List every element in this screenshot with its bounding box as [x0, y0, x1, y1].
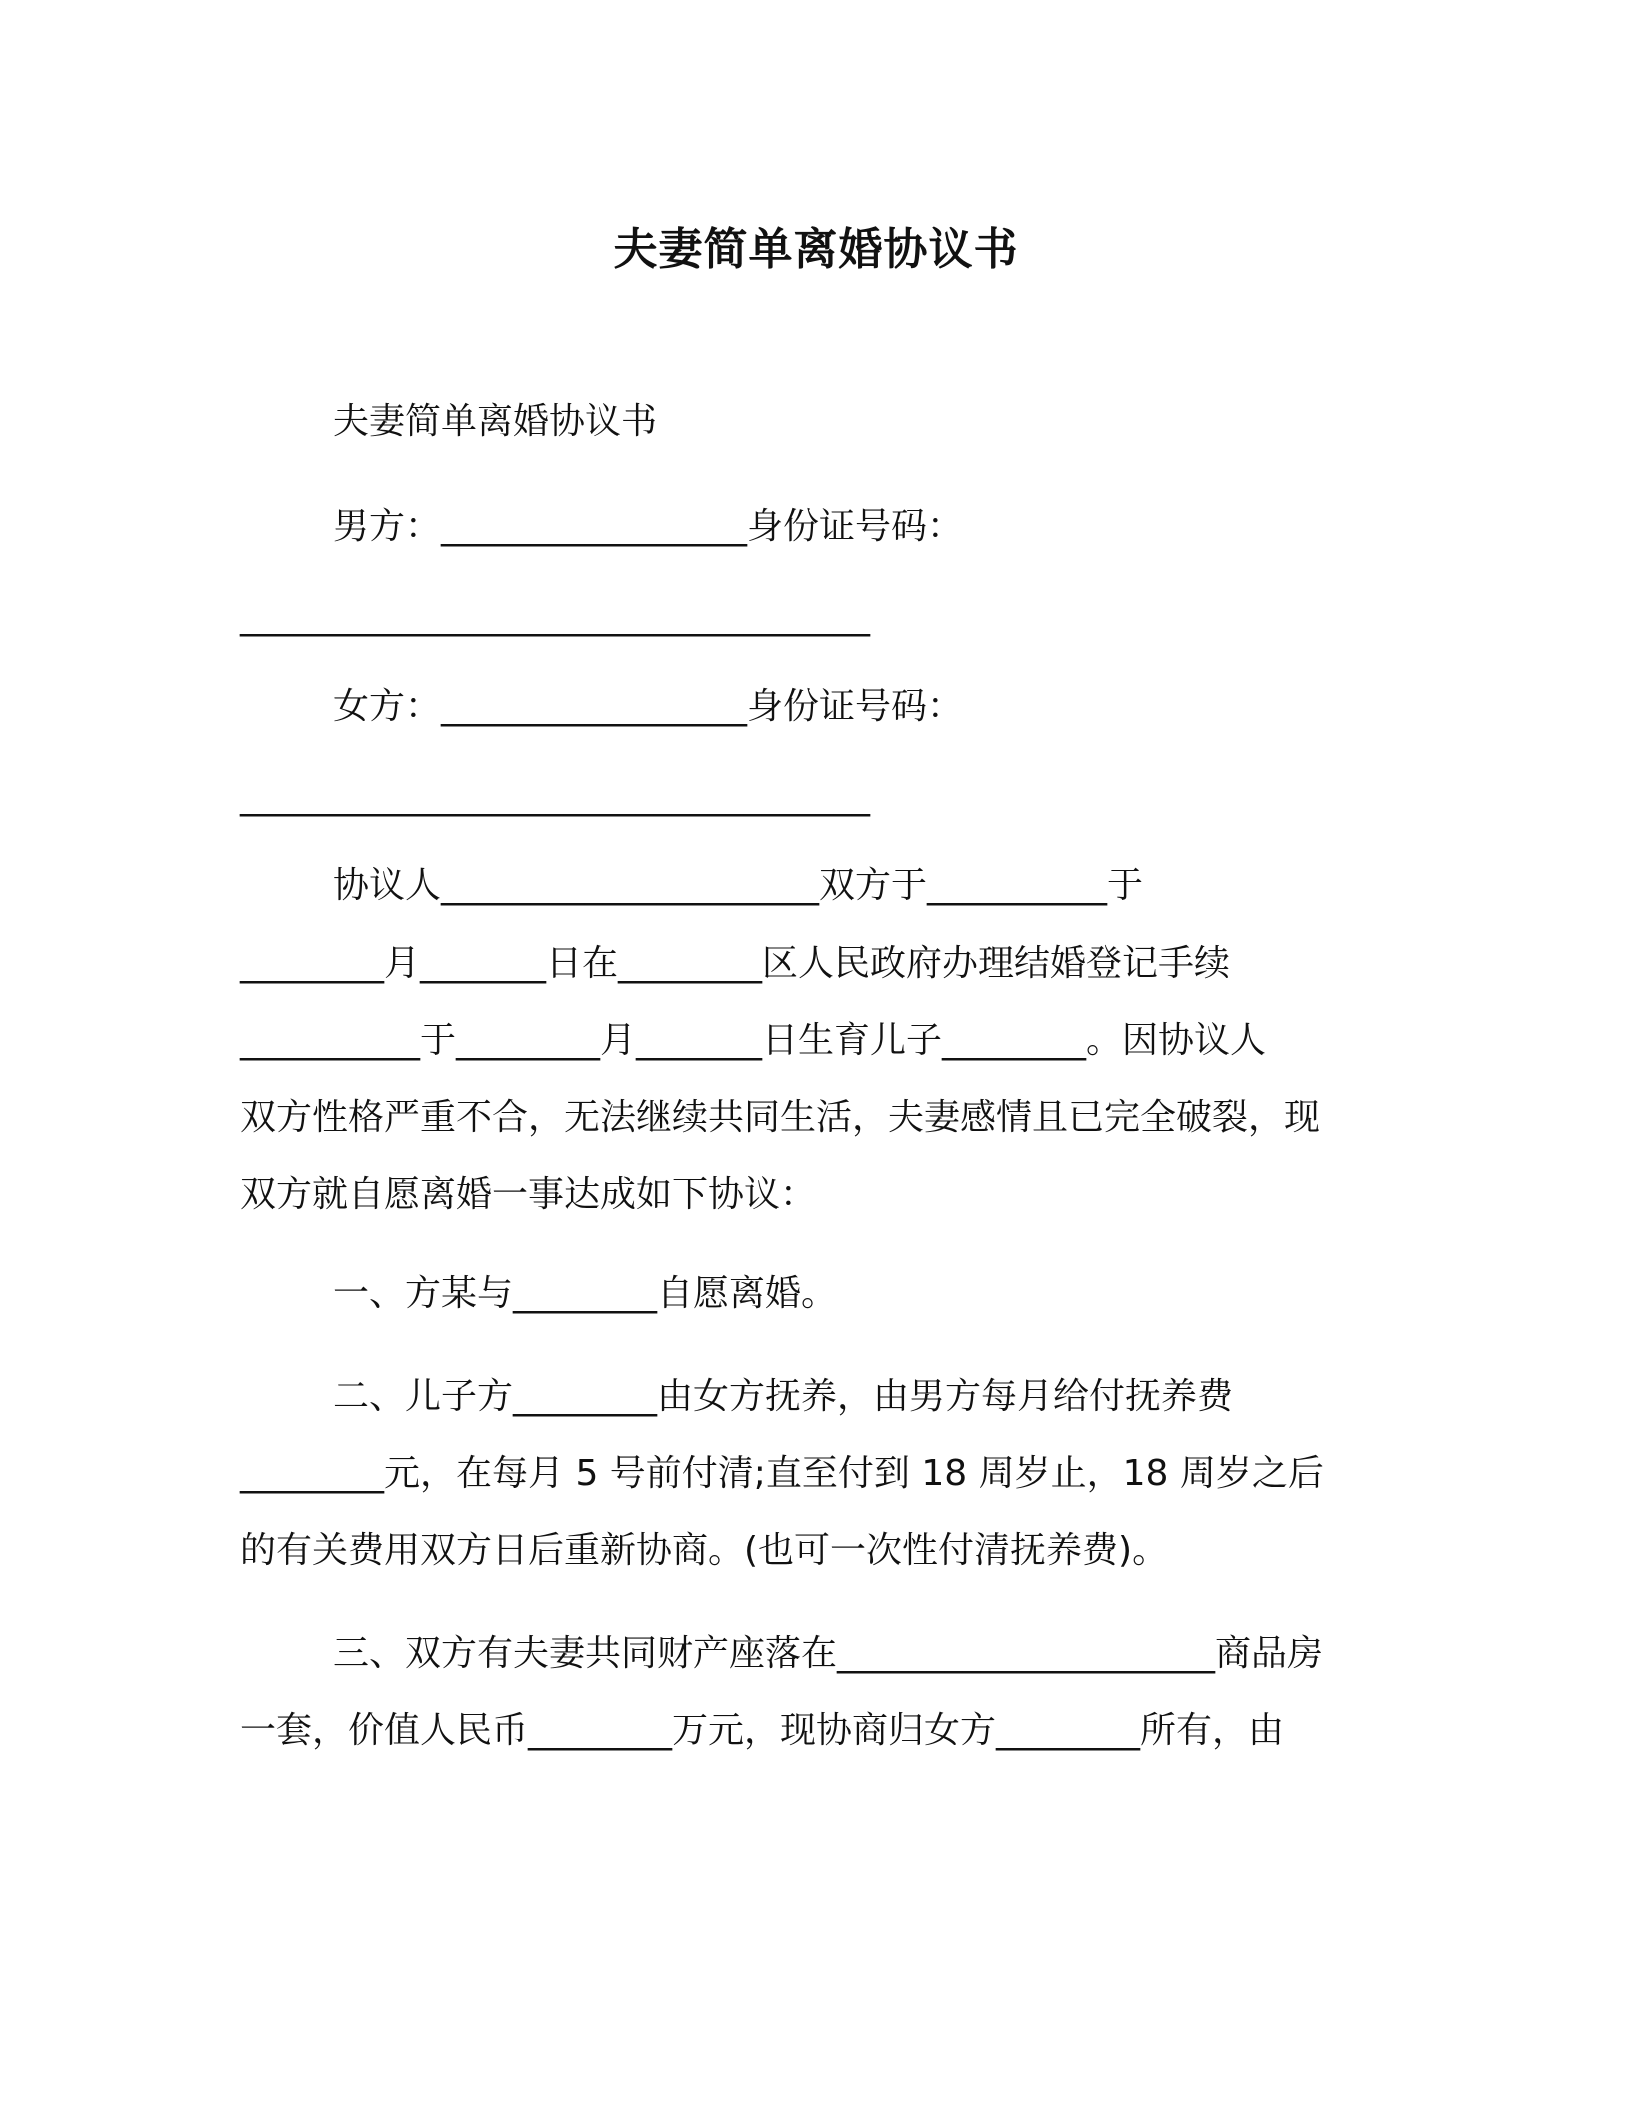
paragraph-intro-line-4: 双方性格严重不合，无法继续共同生活，夫妻感情且已完全破裂，现 — [240, 1097, 1321, 1138]
paragraph-intro-line-3: __________于________月_______日生育儿子________。因协议人 — [240, 1020, 1267, 1061]
body-heading: 夫妻简单离婚协议书 — [333, 401, 658, 442]
male-party-line: 男方：_________________身份证号码： — [333, 506, 964, 547]
document-title: 夫妻简单离婚协议书 — [613, 224, 1019, 275]
paragraph-intro-line-5: 双方就自愿离婚一事达成如下协议： — [240, 1174, 817, 1215]
clause-1: 一、方某与________自愿离婚。 — [333, 1273, 838, 1314]
paragraph-intro-line-1: 协议人_____________________双方于__________于 — [333, 865, 1144, 906]
clause-2-line-1: 二、儿子方________由女方抚养，由男方每月给付抚养费 — [333, 1376, 1234, 1417]
clause-2-line-3: 的有关费用双方日后重新协商。(也可一次性付清抚养费)。 — [240, 1530, 1169, 1571]
paragraph-intro-line-2: ________月_______日在________区人民政府办理结婚登记手续 — [240, 943, 1231, 984]
clause-2-line-2: ________元，在每月 5 号前付清;直至付到 18 周岁止，18 周岁之后 — [240, 1453, 1324, 1494]
female-id-blank-line: ___________________________________ — [240, 776, 870, 817]
clause-3-line-2: 一套，价值人民币________万元，现协商归女方________所有，由 — [240, 1710, 1285, 1751]
female-party-line: 女方：_________________身份证号码： — [333, 686, 964, 727]
male-id-blank-line: ___________________________________ — [240, 596, 870, 637]
clause-3-line-1: 三、双方有夫妻共同财产座落在_____________________商品房 — [333, 1633, 1324, 1674]
